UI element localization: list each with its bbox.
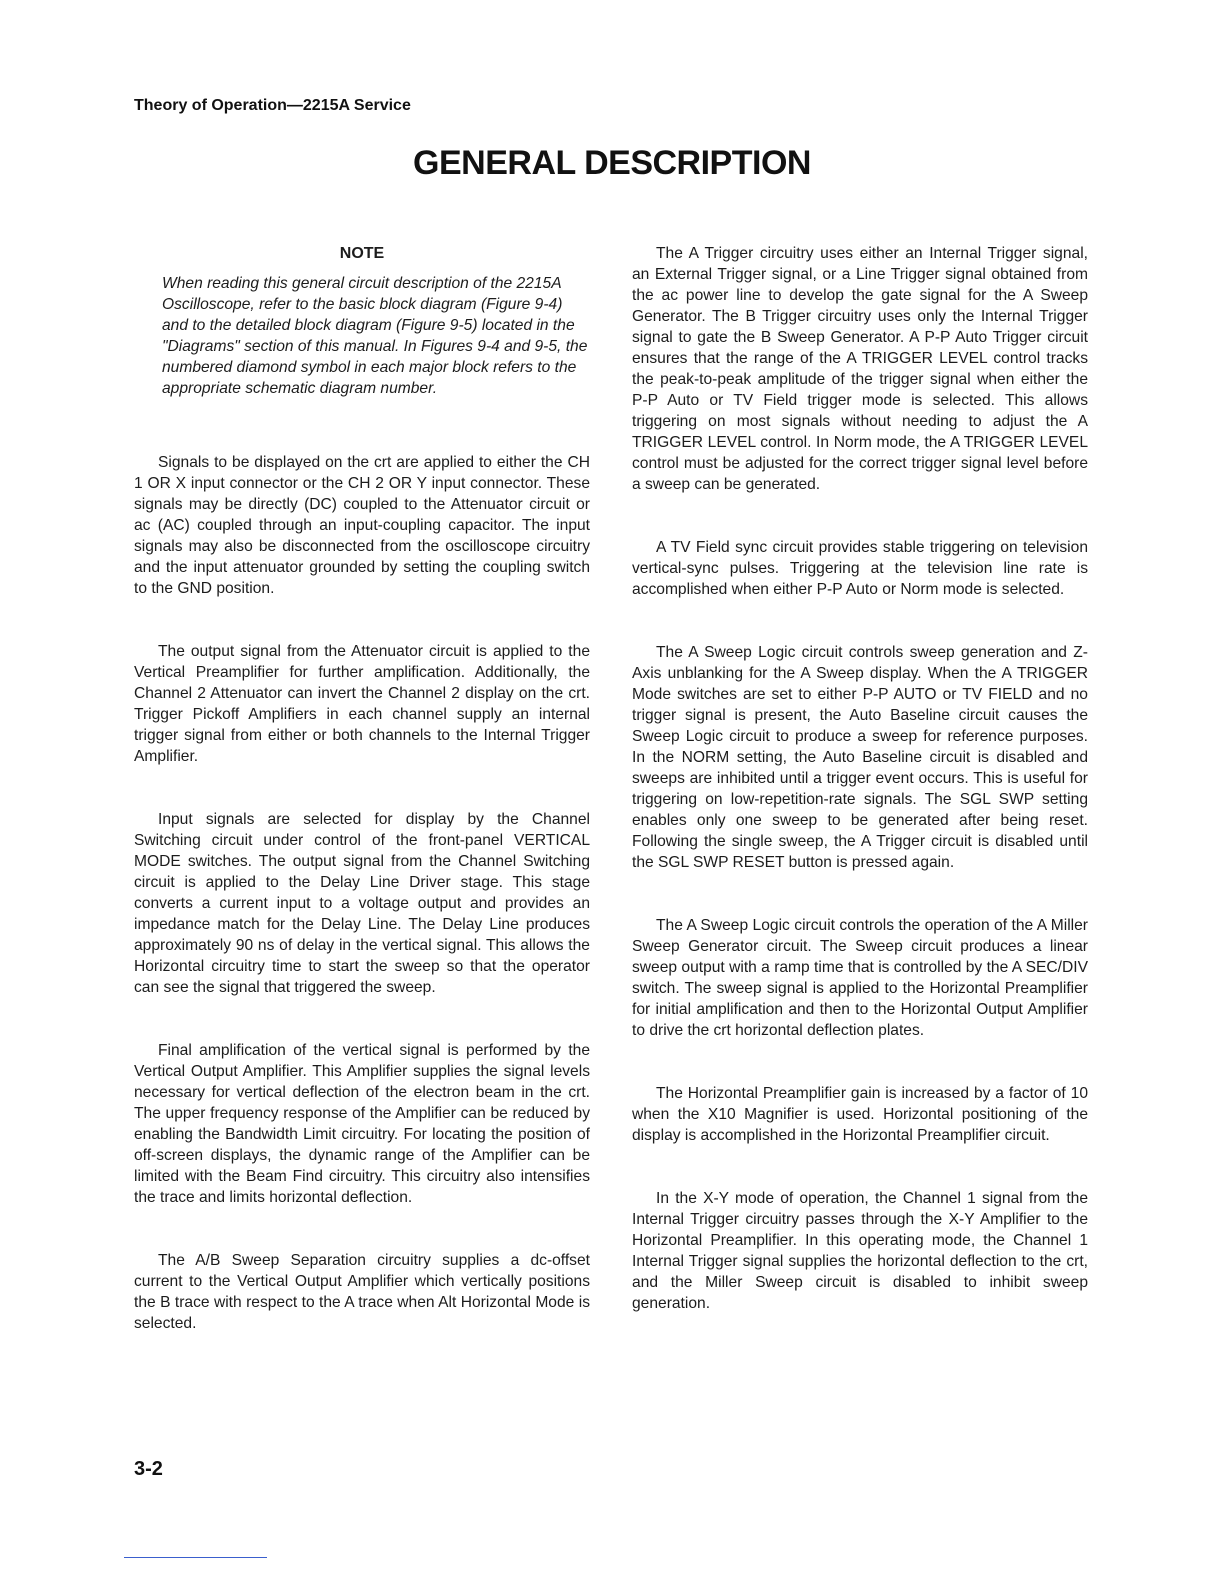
running-header: Theory of Operation—2215A Service xyxy=(134,97,411,114)
paragraph-tv-field-sync: A TV Field sync circuit provides stable triggering on television vertical-sync pulses. Triggering at the television line rate is accomplished when either P-P Auto or Norm mode is selected. xyxy=(632,539,1088,598)
paragraph-horizontal-preamp: The Horizontal Preamplifier gain is increased by a factor of 10 when the X10 Magnifier is used. Horizontal positioning of the display is accomplished in the Horizontal Preamplifier circuit. xyxy=(632,1085,1088,1144)
section-title: GENERAL DESCRIPTION xyxy=(413,144,811,182)
right-column xyxy=(632,243,1088,1314)
paragraph-a-sweep-logic: The A Sweep Logic circuit controls sweep generation and Z-Axis unblanking for the A Sweep display. When the A TRIGGER Mode switches are set to either P-P AUTO or TV FIELD and no trigger signal is present, the Auto Baseline circuit causes the Sweep Logic circuit to produce a sweep for reference purposes. In the NORM setting, the Auto Baseline circuit is disabled and sweeps are inhibited until a trigger event occurs. This is useful for triggering on low-repetition-rate signals. The SGL SWP setting enables only one sweep to be generated after being reset. Following the single sweep, the A Trigger circuit is disabled until the SGL SWP RESET button is pressed again. xyxy=(632,644,1088,871)
paragraph-xy-mode: In the X-Y mode of operation, the Channel 1 signal from the Internal Trigger circuitry passes through the X-Y Amplifier to the Horizontal Preamplifier. In this operating mode, the Channel 1 Internal Trigger signal supplies the horizontal deflection to the crt, and the Miller Sweep circuit is disabled to inhibit sweep generation. xyxy=(632,1190,1088,1312)
paragraph-input-signals: Signals to be displayed on the crt are applied to either the CH 1 OR X input connector or the CH 2 OR Y input connector. These signals may be directly (DC) coupled to the Attenuator circuit or ac (AC) coupled through an input-coupling capacitor. The input signals may also be disconnected from the oscilloscope circuitry and the input attenuator grounded by setting the coupling switch to the GND position. xyxy=(134,454,590,597)
paragraph-a-trigger: The A Trigger circuitry uses either an Internal Trigger signal, an External Trigger signal, or a Line Trigger signal obtained from the ac power line to develop the gate signal for the A Sweep Generator. The B Trigger circuitry uses only the Internal Trigger signal to gate the B Sweep Generator. A P-P Auto Trigger circuit ensures that the range of the A TRIGGER LEVEL control tracks the peak-to-peak amplitude of the trigger signal when either the P-P Auto or TV Field trigger mode is selected. This allows triggering on most signals without needing to adjust the A TRIGGER LEVEL control. In Norm mode, the A TRIGGER LEVEL control must be adjusted for the correct trigger signal level before a sweep can be generated. xyxy=(632,245,1088,493)
left-column xyxy=(134,243,590,1334)
footer-rule xyxy=(124,1557,267,1558)
paragraph-attenuator-output: The output signal from the Attenuator circuit is applied to the Vertical Preamplifier for further amplification. Additionally, the Channel 2 Attenuator can invert the Channel 2 display on the crt. Trigger Pickoff Amplifiers in each channel supply an internal trigger signal from either or both channels to the Internal Trigger Amplifier. xyxy=(134,643,590,765)
paragraph-channel-switching: Input signals are selected for display by the Channel Switching circuit under control of the front-panel VERTICAL MODE switches. The output signal from the Channel Switching circuit is applied to the Delay Line Driver stage. This stage converts a current input to a voltage output and provides an impedance match for the Delay Line. The Delay Line produces approximately 90 ns of delay in the vertical signal. This allows the Horizontal circuitry time to start the sweep so that the operator can see the signal that triggered the sweep. xyxy=(134,811,590,996)
note-heading: NOTE xyxy=(339,245,385,262)
paragraph-miller-sweep: The A Sweep Logic circuit controls the operation of the A Miller Sweep Generator circuit. The Sweep circuit produces a linear sweep output with a ramp time that is controlled by the A SEC/DIV switch. The sweep signal is applied to the Horizontal Preamplifier for initial amplification and then to the Horizontal Output Amplifier to drive the crt horizontal deflection plates. xyxy=(632,917,1088,1039)
paragraph-vertical-output: Final amplification of the vertical signal is performed by the Vertical Output Amplifier. This Amplifier supplies the signal levels necessary for vertical deflection of the electron beam in the crt. The upper frequency response of the Amplifier can be reduced by enabling the Bandwidth Limit circuitry. For locating the position of off-screen displays, the dynamic range of the Amplifier can be limited with the Beam Find circuitry. This circuitry also intensifies the trace and limits horizontal deflection. xyxy=(134,1042,590,1206)
page-number: 3-2 xyxy=(134,1458,163,1480)
paragraph-ab-sweep-separation: The A/B Sweep Separation circuitry supplies a dc-offset current to the Vertical Output Amplifier which vertically positions the B trace with respect to the A trace when Alt Horizontal Mode is selected. xyxy=(134,1252,590,1332)
note-body: When reading this general circuit description of the 2215A Oscilloscope, refer to the basic block diagram (Figure 9-4) and to the detailed block diagram (Figure 9-5) located in the "Diagrams" section of this manual. In Figures 9-4 and 9-5, the numbered diamond symbol in each major block refers to the appropriate schematic diagram number. xyxy=(162,275,588,397)
